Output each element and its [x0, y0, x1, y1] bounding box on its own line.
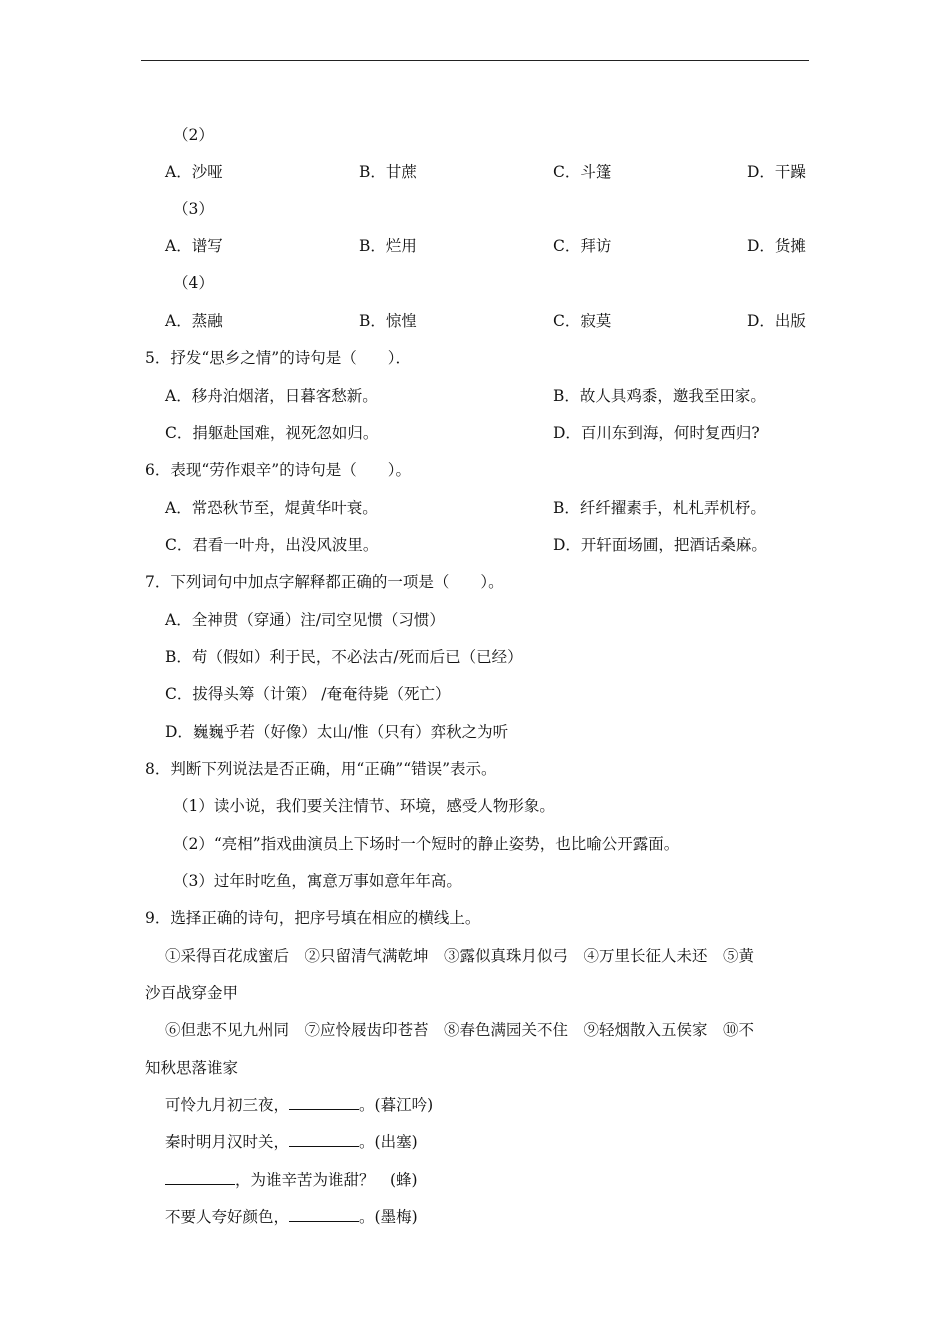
q4-part3-option-c: C．拜访 — [553, 237, 612, 255]
q4-part4-option-a: A．蒸融 — [165, 312, 223, 330]
answer-blank[interactable] — [289, 1132, 359, 1147]
q9-fill-3 — [165, 1170, 418, 1190]
q9-fill-1 — [165, 1095, 433, 1115]
q4-part2-option-c: C．斗篷 — [553, 163, 612, 181]
q9-choices-line-4: 知秋思落谁家 — [145, 1059, 239, 1077]
fill-text-after: 。(墨梅) — [359, 1208, 418, 1226]
q6-stem: 6．表现“劳作艰辛”的诗句是（ ）。 — [145, 461, 411, 479]
q4-part2-label: （2） — [173, 126, 214, 144]
q9-stem: 9．选择正确的诗句，把序号填在相应的横线上。 — [145, 909, 481, 927]
q7-option-d: D．巍巍乎若（好像）太山/惟（只有）弈秋之为听 — [165, 723, 509, 741]
q5-stem: 5．抒发“思乡之情”的诗句是（ ）． — [145, 349, 411, 367]
q9-choices-line-1: ①采得百花成蜜后 ②只留清气满乾坤 ③露似真珠月似弓 ④万里长征人未还 ⑤黄 — [165, 947, 755, 965]
q5-option-a: A．移舟泊烟渚，日暮客愁新。 — [165, 387, 378, 405]
q4-part3-option-d: D．货摊 — [747, 237, 806, 255]
q5-option-c: C．捐躯赴国难，视死忽如归。 — [165, 424, 379, 442]
answer-blank[interactable] — [289, 1207, 359, 1222]
q4-part2-option-a: A．沙哑 — [165, 163, 223, 181]
q9-choices-line-3: ⑥但悲不见九州同 ⑦应怜屐齿印苍苔 ⑧春色满园关不住 ⑨轻烟散入五侯家 ⑩不 — [165, 1021, 755, 1039]
fill-text-before: 可怜九月初三夜， — [165, 1096, 290, 1114]
q8-item-1: （1）读小说，我们要关注情节、环境，感受人物形象。 — [173, 797, 555, 815]
q9-choices-line-2: 沙百战穿金甲 — [145, 984, 239, 1002]
q8-stem: 8．判断下列说法是否正确，用“正确”“错误”表示。 — [145, 760, 497, 778]
q4-part4-option-d: D．出版 — [747, 312, 806, 330]
header-rule — [141, 60, 809, 61]
q9-fill-4 — [165, 1207, 418, 1227]
q7-stem: 7．下列词句中加点字解释都正确的一项是（ ）。 — [145, 573, 504, 591]
q8-item-2: （2）“亮相”指戏曲演员上下场时一个短时的静止姿势，也比喻公开露面。 — [173, 835, 680, 853]
q4-part4-label: （4） — [173, 274, 214, 292]
answer-blank[interactable] — [289, 1095, 359, 1110]
q4-part4-option-c: C．寂莫 — [553, 312, 612, 330]
q7-option-c: C．拔得头筹（计策） /奄奄待毙（死亡） — [165, 685, 451, 703]
q4-part4-option-b: B．惊惶 — [359, 312, 417, 330]
q5-option-d: D．百川东到海，何时复西归? — [553, 424, 760, 442]
q9-fill-2 — [165, 1132, 418, 1152]
q6-option-c: C．君看一叶舟，出没风波里。 — [165, 536, 379, 554]
q4-part2-option-b: B．甘蔗 — [359, 163, 417, 181]
q5-option-b: B．故人具鸡黍，邀我至田家。 — [553, 387, 766, 405]
q6-option-d: D．开轩面场圃，把酒话桑麻。 — [553, 536, 767, 554]
fill-text-before: 秦时明月汉时关， — [165, 1133, 290, 1151]
q4-part2-option-d: D．干躁 — [747, 163, 806, 181]
q7-option-a: A．全神贯（穿通）注/司空见惯（习惯） — [165, 611, 445, 629]
q4-part3-option-a: A．谱写 — [165, 237, 223, 255]
q6-option-a: A．常恐秋节至，焜黄华叶衰。 — [165, 499, 378, 517]
q6-option-b: B．纤纤擢素手，札札弄机杼。 — [553, 499, 766, 517]
fill-text-before: 不要人夸好颜色， — [165, 1208, 290, 1226]
fill-text-after: 。(暮江吟) — [359, 1096, 434, 1114]
fill-text-after: 。(出塞) — [359, 1133, 418, 1151]
answer-blank[interactable] — [165, 1170, 235, 1185]
q7-option-b: B．苟（假如）利于民，不必法古/死而后已（已经） — [165, 648, 523, 666]
q8-item-3: （3）过年时吃鱼，寓意万事如意年年高。 — [173, 872, 462, 890]
q4-part3-option-b: B．烂用 — [359, 237, 417, 255]
fill-text-after: ，为谁辛苦为谁甜？ (蜂) — [235, 1171, 418, 1189]
q4-part3-label: （3） — [173, 200, 214, 218]
